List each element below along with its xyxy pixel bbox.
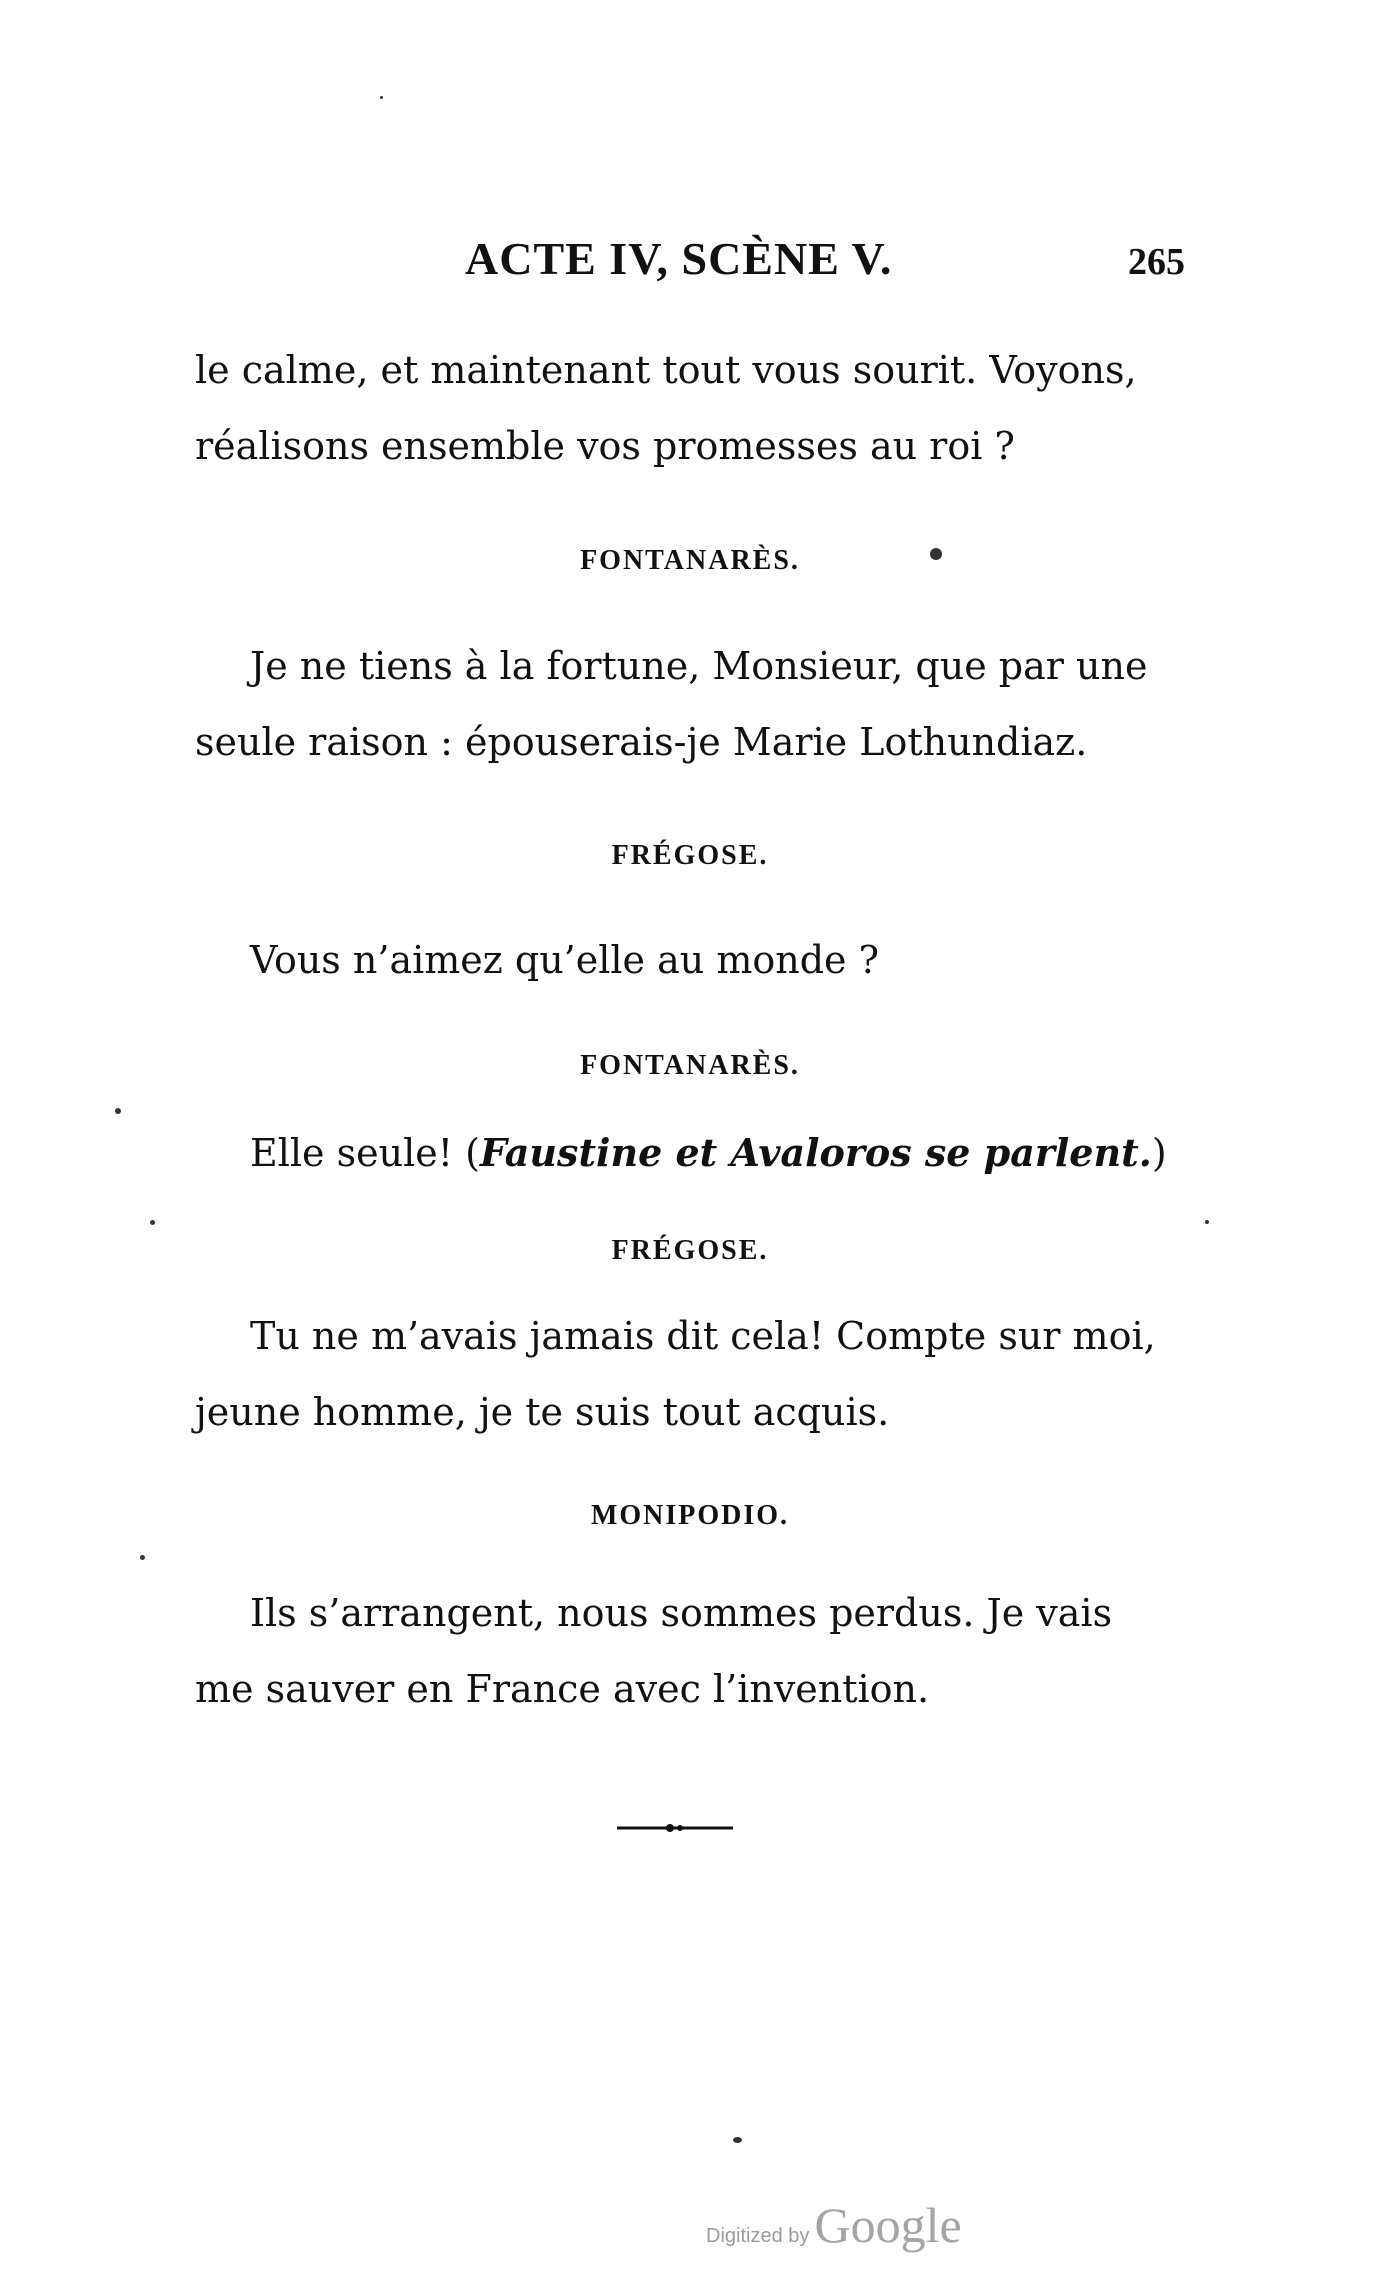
text-line: réalisons ensemble vos promesses au roi ? (195, 424, 1015, 468)
paragraph-1 (195, 332, 1185, 484)
digitized-by-text: Digitized by (706, 2225, 810, 2247)
page-number: 265 (1128, 241, 1185, 283)
ink-speck (1205, 1220, 1209, 1224)
running-head: ACTE IV, SCÈNE V. (465, 233, 893, 284)
end-ornament (615, 1822, 735, 1834)
ink-speck (115, 1108, 121, 1114)
ink-speck (140, 1555, 145, 1560)
google-logo: Google (814, 2197, 962, 2253)
ink-speck (150, 1220, 155, 1225)
text-line: seule raison : épouserais-je Marie Lothundiaz. (195, 720, 1088, 764)
paragraph-2 (195, 628, 1185, 780)
paragraph-5 (195, 1298, 1185, 1450)
speaker-monipodio: MONIPODIO. (590, 1500, 790, 1531)
paragraph-6 (195, 1575, 1185, 1727)
dialogue-text: Elle seule! ( (250, 1131, 480, 1175)
text-line: Tu ne m’avais jamais dit cela! Compte sur moi, (250, 1314, 1156, 1358)
stage-direction: Faustine et Avaloros se parlent. (479, 1130, 1152, 1175)
digitized-watermark (706, 2196, 962, 2254)
speaker-fregose: FRÉGOSE. (611, 1235, 769, 1266)
ink-speck (930, 548, 942, 560)
speaker-fregose: FRÉGOSE. (611, 840, 769, 871)
closing-paren: ) (1151, 1131, 1167, 1175)
speaker-fontanares: FONTANARÈS. (580, 1050, 800, 1081)
text-line: le calme, et maintenant tout vous sourit. Voyons, (195, 348, 1137, 392)
paragraph-4 (195, 1115, 1185, 1191)
page-header (195, 232, 1185, 302)
speaker-fontanares: FONTANARÈS. (580, 545, 800, 576)
text-line: Vous n’aimez qu’elle au monde ? (250, 938, 879, 982)
text-line: jeune homme, je te suis tout acquis. (195, 1390, 890, 1434)
text-line: me sauver en France avec l’invention. (195, 1667, 930, 1711)
ink-speck (380, 96, 383, 99)
text-line: Ils s’arrangent, nous sommes perdus. Je vais (250, 1591, 1113, 1635)
ink-speck (733, 2137, 742, 2143)
paragraph-3 (195, 922, 1185, 998)
text-line: Je ne tiens à la fortune, Monsieur, que par une (250, 644, 1148, 688)
text-line (195, 1115, 1185, 1191)
